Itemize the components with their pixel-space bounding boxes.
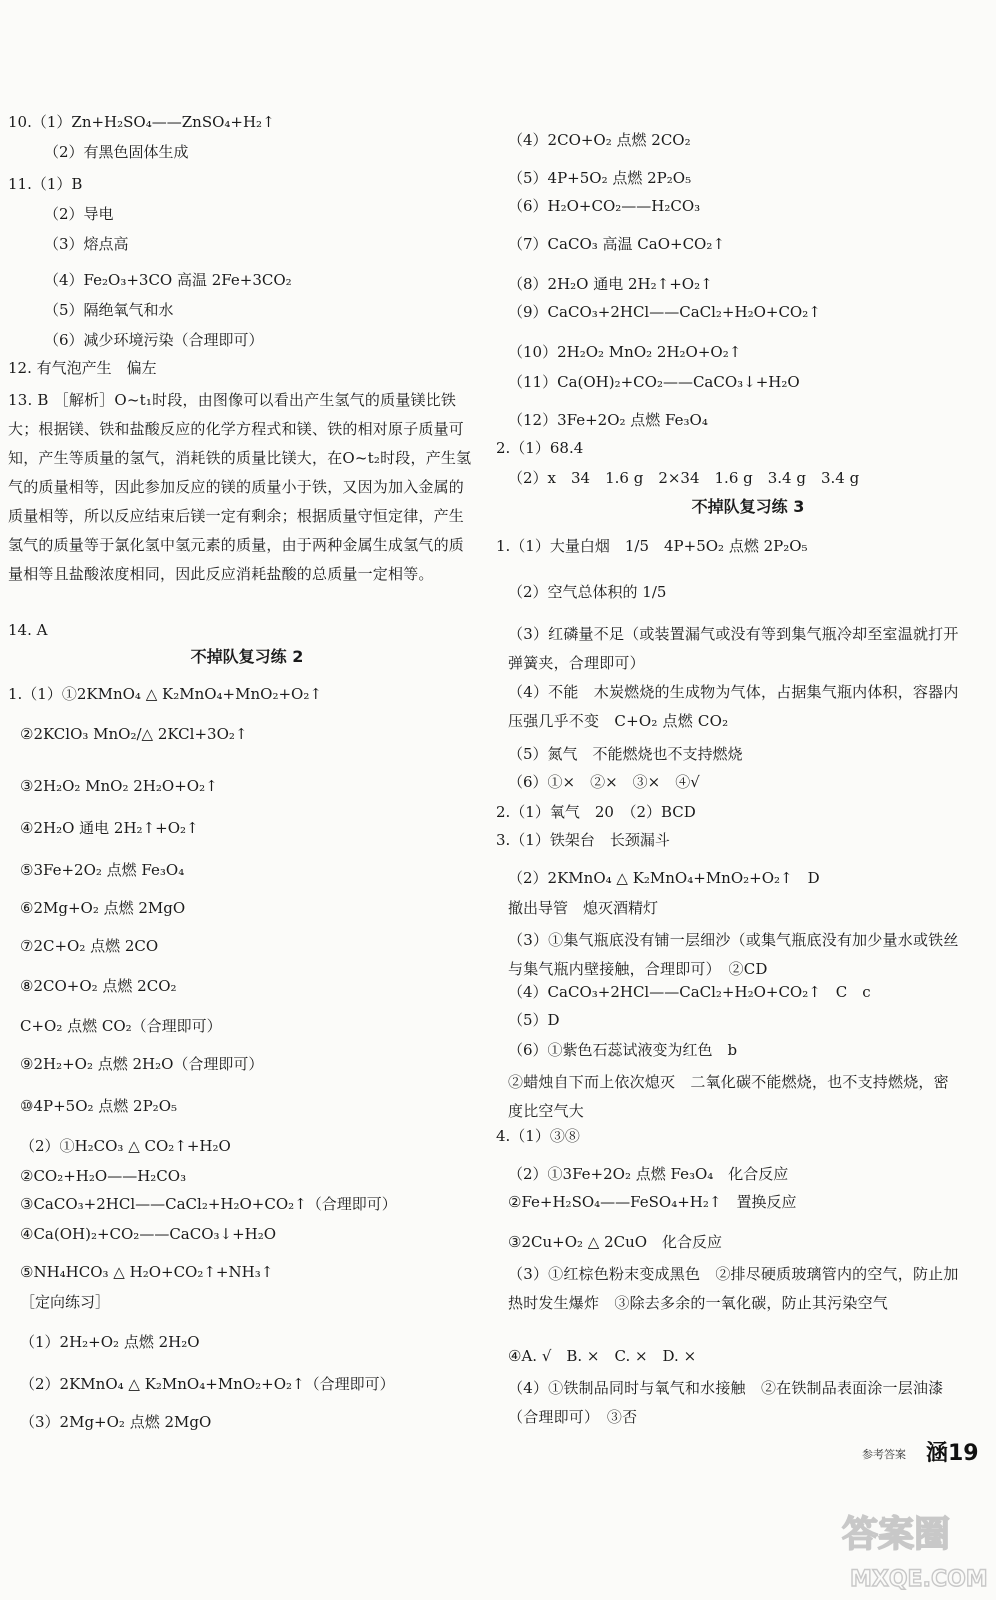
- answer-line: （2）有黑色固体生成: [44, 143, 189, 161]
- answer-line: （12）3Fe+2O₂ 点燃 Fe₃O₄: [508, 411, 708, 429]
- answer-line: （1）2H₂+O₂ 点燃 2H₂O: [20, 1333, 200, 1351]
- answer-line: ②Fe+H₂SO₄——FeSO₄+H₂↑ 置换反应: [508, 1193, 797, 1211]
- answer-line: ⑤3Fe+2O₂ 点燃 Fe₃O₄: [20, 861, 185, 879]
- answer-line: （6）①× ②× ③× ④√: [508, 773, 700, 791]
- answer-line: （4）CaCO₃+2HCl——CaCl₂+H₂O+CO₂↑ C c: [508, 983, 871, 1001]
- section-heading: 不掉队复习练 3: [691, 497, 805, 516]
- answer-line: ④2H₂O 通电 2H₂↑+O₂↑: [20, 819, 199, 837]
- answer-line: 13. B ［解析］O~t₁时段，由图像可以看出产生氢气的质量镁比铁大；根据镁、铁和盐酸反应的化学方程式和镁、铁的相对原子质量可知，产生等质量的氢气，消耗铁的质量比镁大，在O~t₂时段，产生氢气的质量相等，因此参加反应的镁的质量小于铁，又因为加入金属的质量相等，所以反应结束后镁一定有剩余；根据质量守恒定律，产生氢气的质量等于氯化氢中氢元素的质量，由于两种金属生成氢气的质量相等且盐酸浓度相同，因此反应消耗盐酸的总质量一定相等。: [8, 391, 472, 583]
- answer-line: （9）CaCO₃+2HCl——CaCl₂+H₂O+CO₂↑: [508, 303, 821, 321]
- answer-line: ⑤NH₄HCO₃ △ H₂O+CO₂↑+NH₃↑: [20, 1263, 274, 1281]
- answer-line: ④Ca(OH)₂+CO₂——CaCO₃↓+H₂O: [20, 1225, 277, 1243]
- answer-line: 4.（1）③⑧: [496, 1127, 580, 1145]
- answer-line: （2）2KMnO₄ △ K₂MnO₄+MnO₂+O₂↑（合理即可）: [20, 1375, 395, 1393]
- answer-line: ③2H₂O₂ MnO₂ 2H₂O+O₂↑: [20, 777, 218, 795]
- watermark-line1: 答案圈: [842, 1514, 951, 1555]
- answer-line: ②CO₂+H₂O——H₂CO₃: [20, 1167, 187, 1185]
- answer-line: 14. A: [8, 621, 48, 639]
- answer-line: ⑩4P+5O₂ 点燃 2P₂O₅: [20, 1097, 178, 1115]
- answer-line: ②蜡烛自下而上依次熄灭 二氧化碳不能燃烧，也不支持燃烧，密度比空气大: [508, 1073, 949, 1120]
- section-heading: 不掉队复习练 2: [190, 647, 304, 666]
- answer-line: （5）隔绝氧气和水: [44, 301, 174, 319]
- page-number: 涵19: [926, 1441, 979, 1466]
- answer-line: （6）①紫色石蕊试液变为红色 b: [508, 1041, 738, 1059]
- answer-line: ⑧2CO+O₂ 点燃 2CO₂: [20, 977, 177, 995]
- answer-line: （4）Fe₂O₃+3CO 高温 2Fe+3CO₂: [44, 271, 292, 289]
- answer-line: ⑥2Mg+O₂ 点燃 2MgO: [20, 899, 186, 917]
- answer-line: 1.（1）①2KMnO₄ △ K₂MnO₄+MnO₂+O₂↑: [8, 685, 322, 703]
- answer-line: （3）熔点高: [44, 235, 129, 253]
- answer-line: （11）Ca(OH)₂+CO₂——CaCO₃↓+H₂O: [508, 373, 800, 391]
- answer-line: （2）2KMnO₄ △ K₂MnO₄+MnO₂+O₂↑ D: [508, 869, 820, 887]
- answer-line: 11.（1）B: [8, 175, 83, 193]
- answer-line: （4）①铁制品同时与氧气和水接触 ②在铁制品表面涂一层油漆（合理即可） ③否: [508, 1379, 944, 1426]
- answer-line: （2）①3Fe+2O₂ 点燃 Fe₃O₄ 化合反应: [508, 1165, 789, 1183]
- answer-line: （6）减少环境污染（合理即可）: [44, 331, 264, 349]
- answer-line: （8）2H₂O 通电 2H₂↑+O₂↑: [508, 275, 713, 293]
- answer-line: （7）CaCO₃ 高温 CaO+CO₂↑: [508, 235, 725, 253]
- answer-line: ⑨2H₂+O₂ 点燃 2H₂O（合理即可）: [20, 1055, 264, 1073]
- answer-line: （3）2Mg+O₂ 点燃 2MgO: [20, 1413, 212, 1431]
- answer-line: 撤出导管 熄灭酒精灯: [508, 899, 659, 917]
- answer-line: （2）①H₂CO₃ △ CO₂↑+H₂O: [20, 1137, 231, 1155]
- answer-line: 12. 有气泡产生 偏左: [8, 359, 157, 377]
- answer-line: （2）x 34 1.6 g 2×34 1.6 g 3.4 g 3.4 g: [508, 469, 860, 487]
- answer-line: （6）H₂O+CO₂——H₂CO₃: [508, 197, 701, 215]
- answer-line: （2）空气总体积的 1/5: [508, 583, 667, 601]
- answer-line: （10）2H₂O₂ MnO₂ 2H₂O+O₂↑: [508, 343, 742, 361]
- answer-line: 3.（1）铁架台 长颈漏斗: [496, 831, 670, 849]
- answer-line: ④A. √ B. × C. × D. ×: [508, 1347, 697, 1365]
- answer-line: C+O₂ 点燃 CO₂（合理即可）: [20, 1017, 222, 1035]
- watermark-line2: MXQE.COM: [850, 1567, 988, 1592]
- answer-line: （3）①集气瓶底没有铺一层细沙（或集气瓶底没有加少量水或铁丝与集气瓶内壁接触，合理即可） ②CD: [508, 931, 959, 978]
- answer-line: （4）2CO+O₂ 点燃 2CO₂: [508, 131, 691, 149]
- answer-line: ［定向练习］: [20, 1293, 111, 1311]
- answer-line: （5）氮气 不能燃烧也不支持燃烧: [508, 745, 743, 763]
- answer-line: （5）4P+5O₂ 点燃 2P₂O₅: [508, 169, 692, 187]
- answer-line: ③CaCO₃+2HCl——CaCl₂+H₂O+CO₂↑（合理即可）: [20, 1195, 397, 1213]
- answer-line: （3）①红棕色粉末变成黑色 ②排尽硬质玻璃管内的空气，防止加热时发生爆炸 ③除去多余的一氧化碳，防止其污染空气: [508, 1265, 959, 1312]
- answer-line: 2.（1）68.4: [496, 439, 584, 457]
- answer-line: （5）D: [508, 1011, 560, 1029]
- answer-line: ③2Cu+O₂ △ 2CuO 化合反应: [508, 1233, 723, 1251]
- answer-line: 2.（1）氧气 20 （2）BCD: [496, 803, 696, 821]
- answer-line: ②2KClO₃ MnO₂/△ 2KCl+3O₂↑: [20, 725, 248, 743]
- answer-line: （3）红磷量不足（或装置漏气或没有等到集气瓶冷却至室温就打开弹簧夹，合理即可）: [508, 625, 959, 672]
- answer-line: （4）不能 木炭燃烧的生成物为气体，占据集气瓶内体积，容器内压强几乎不变 C+O₂ 点燃 CO₂: [508, 683, 959, 730]
- answer-line: （2）导电: [44, 205, 114, 223]
- answer-line: ⑦2C+O₂ 点燃 2CO: [20, 937, 159, 955]
- watermark-logo: [840, 1496, 990, 1596]
- answer-line: 10.（1）Zn+H₂SO₄——ZnSO₄+H₂↑: [8, 113, 275, 131]
- answer-line: 1.（1）大量白烟 1/5 4P+5O₂ 点燃 2P₂O₅: [496, 537, 808, 555]
- footer-section-label: 参考答案: [862, 1448, 906, 1461]
